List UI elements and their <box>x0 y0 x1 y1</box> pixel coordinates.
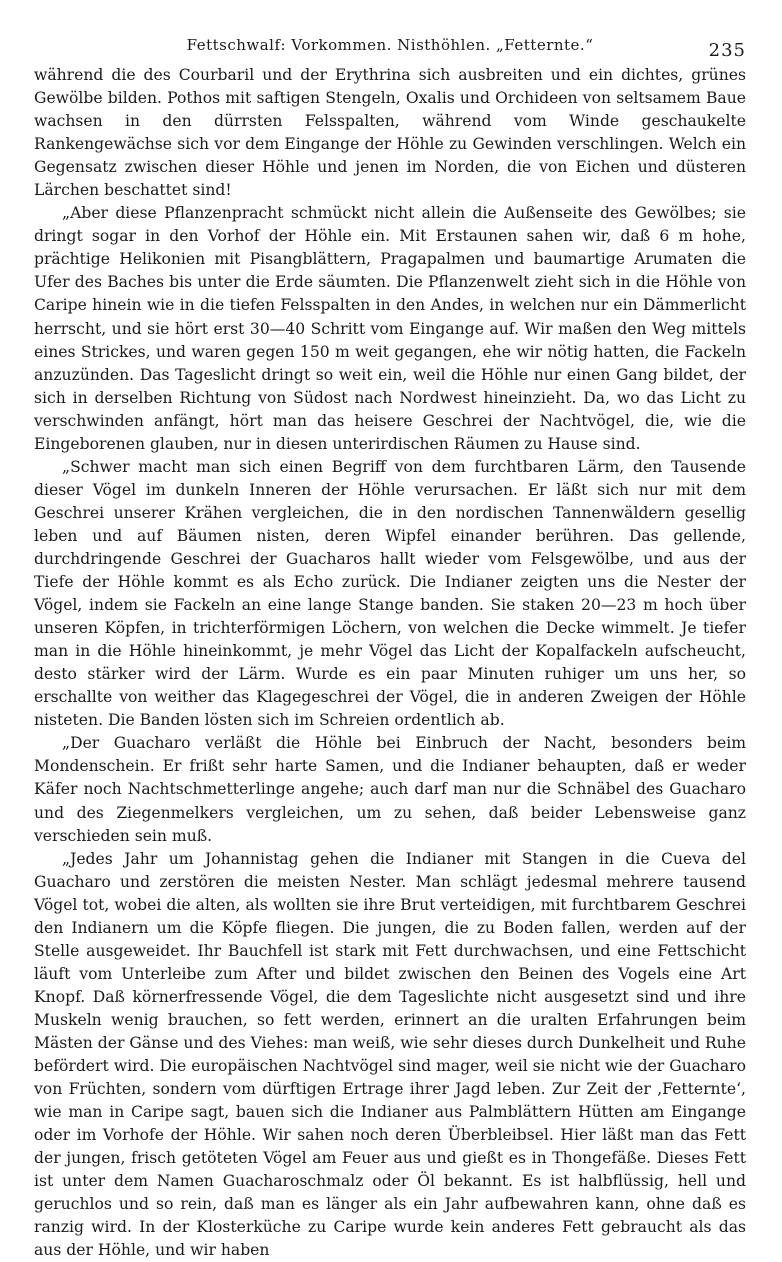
paragraph-plant-splendor: „Aber diese Pflanzenpracht schmückt nicht allein die Außenseite des Gewölbes; sie dringt sogar in den Vorhof der Höhle ein. Mit Erstaunen sahen wir, daß 6 m hohe, prächtige Helikonien mit Pisangblättern, Pragapalmen und baumartige Arumaten die Ufer des Baches bis unter die Erde säumten. Die Pflanzenwelt zieht sich in die Höhle von Caripe hinein wie in die tiefen Felsspalten in den Andes, in welchen nur ein Dämmerlicht herrscht, und sie hört erst 30—40 Schritt vom Eingange auf. Wir maßen den Weg mittels eines Strickes, und waren gegen 150 m weit gegangen, ehe wir nötig hatten, die Fackeln anzuzünden. Das Tageslicht dringt so weit ein, weil die Höhle nur einen Gang bildet, der sich in derselben Richtung von Südost nach Nordwest hineinzieht. Da, wo das Licht zu verschwinden anfängt, hört man das heisere Geschrei der Nachtvögel, die, wie die Eingeborenen glauben, nur in diesen unterirdischen Räumen zu Hause sind. <box>34 204 746 453</box>
running-title: Fettschwalf: Vorkommen. Nisthöhlen. „Fetternte.“ <box>186 36 594 54</box>
paragraph-bird-noise: „Schwer macht man sich einen Begriff von dem furchtbaren Lärm, den Tausende dieser Vögel im dunkeln Inneren der Höhle verursachen. Er läßt sich nur mit dem Geschrei unserer Krähen vergleichen, die in den nordischen Tannenwäldern gesellig leben und auf Bäumen nisten, deren Wipfel einander berühren. Das gellende, durchdringende Geschrei der Guacharos hallt wieder vom Felsgewölbe, und aus der Tiefe der Höhle kommt es als Echo zurück. Die Indianer zeigten uns die Nester der Vögel, indem sie Fackeln an eine lange Stange banden. Sie staken 20—23 m hoch über unseren Köpfen, in trichterförmigen Löchern, von welchen die Decke wimmelt. Je tiefer man in die Höhle hineinkommt, je mehr Vögel das Licht der Kopalfackeln aufscheucht, desto stärker wird der Lärm. Wurde es ein paar Minuten ruhiger um uns her, so erschallte von weither das Klagegeschrei der Vögel, die in anderen Zweigen der Höhle nisteten. Die Banden lösten sich im Schreien ordentlich ab. <box>34 457 746 730</box>
paragraph-continuation: während die des Courbaril und der Erythrina sich ausbreiten und ein dichtes, grünes Gewölbe bilden. Pothos mit saftigen Stengeln, Oxalis und Orchideen von seltsamem Baue wachsen in den dürrsten Felsspalten, während vom Winde geschaukelte Rankengewächse sich vor dem Eingange der Höhle zu Gewinden verschlingen. Welch ein Gegensatz zwischen dieser Höhle und jenen im Norden, die von Eichen und düsteren Lärchen beschattet sind! <box>34 66 746 200</box>
paragraph-fat-harvest: „Jedes Jahr um Johannistag gehen die Indianer mit Stangen in die Cueva del Guacharo und zerstören die meisten Nester. Man schlägt jedesmal mehrere tausend Vögel tot, wobei die alten, als wollten sie ihre Brut verteidigen, mit furchtbarem Geschrei den Indianern um die Köpfe fliegen. Die jungen, die zu Boden fallen, werden auf der Stelle ausgeweidet. Ihr Bauchfell ist stark mit Fett durchwachsen, und eine Fettschicht läuft vom Unterleibe zum After und bildet zwischen den Beinen des Vogels eine Art Knopf. Daß körnerfressende Vögel, die dem Tageslichte nicht ausgesetzt sind und ihre Muskeln wenig brauchen, so fett werden, erinnert an die uralten Erfahrungen beim Mästen der Gänse und des Viehes: man weiß, wie sehr dieses durch Dunkelheit und Ruhe befördert wird. Die europäischen Nachtvögel sind mager, weil sie nicht wie der Guacharo von Früchten, sondern vom dürftigen Ertrage ihrer Jagd leben. Zur Zeit der ‚Fetternte‘, wie man in Caripe sagt, bauen sich die Indianer aus Palmblättern Hütten am Eingange oder im Vorhofe der Höhle. Wir sahen noch deren Überbleibsel. Hier läßt man das Fett der jungen, frisch getöteten Vögel am Feuer aus und gießt es in Thongefäße. Dieses Fett ist unter dem Namen Guacharoschmalz oder Öl bekannt. Es ist halbflüssig, hell und geruchlos und so rein, daß man es länger als ein Jahr aufbewahren kann, ohne daß es ranzig wird. In der Klosterküche zu Caripe wurde kein anderes Fett gebraucht als das aus der Höhle, und wir haben <box>34 849 746 1260</box>
page-header <box>34 30 746 64</box>
page-number: 235 <box>708 40 746 61</box>
paragraph-guacharo-night: „Der Guacharo verläßt die Höhle bei Einbruch der Nacht, besonders beim Mondenschein. Er frißt sehr harte Samen, und die Indianer behaupten, daß er weder Käfer noch Nachtschmetterlinge angehe; auch darf man nur die Schnäbel des Guacharo und des Ziegenmelkers vergleichen, um zu sehen, daß beider Lebensweise ganz verschieden sein muß. <box>34 734 746 845</box>
page-body <box>34 64 746 1262</box>
